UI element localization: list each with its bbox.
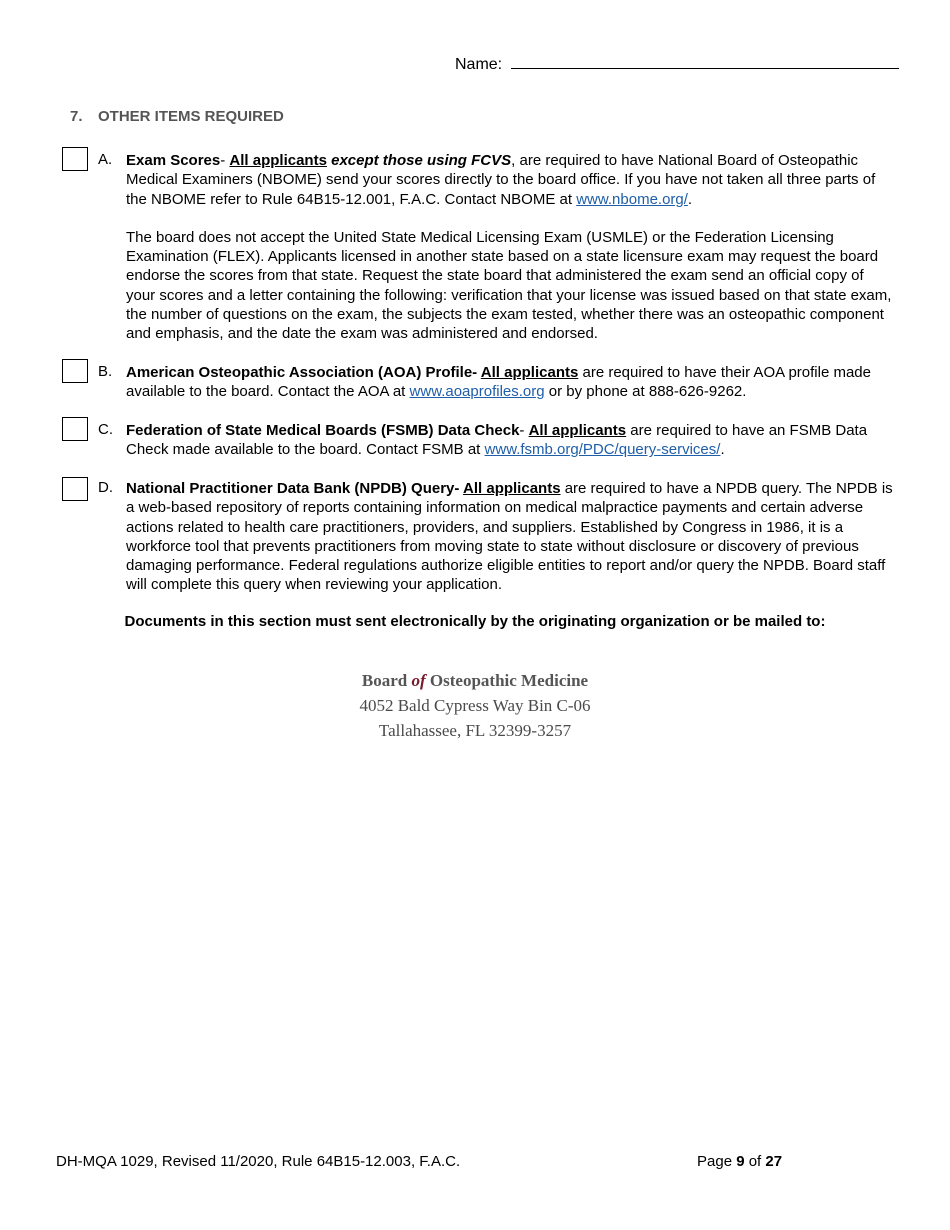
aoa-link[interactable]: www.aoaprofiles.org [409, 383, 545, 401]
item-text [126, 479, 896, 595]
item-letter: C. [98, 421, 113, 438]
all-applicants-label: All applicants [480, 364, 579, 381]
fsmb-link[interactable]: www.fsmb.org/PDC/query-services/ [484, 441, 721, 459]
page-of-label: of [744, 1153, 766, 1170]
address-board-name [0, 668, 950, 693]
all-applicants-label: All applicants [229, 152, 327, 169]
title-separator: - [519, 422, 529, 439]
checkbox-aoa-profile[interactable] [62, 359, 88, 383]
name-input-line[interactable] [511, 54, 899, 69]
title-separator: - [220, 152, 230, 169]
board-word: Board [361, 671, 412, 690]
address-city-state-zip: Tallahassee, FL 32399-3257 [378, 721, 572, 740]
name-field-row [455, 54, 899, 74]
item-letter: D. [98, 479, 113, 496]
item-text [126, 421, 896, 460]
item-text [126, 151, 896, 344]
item-body-end: . [720, 441, 725, 459]
item-body: are required to have a NPDB query. The NPDB is a web-based repository of reports containing information on medical malpractice payments and certain adverse actions related to health care practitioners, providers, and suppliers. Established by Congress in 1986, it is a workforce tool that prevents practitioners from moving state to state without disclosure or discovery of previous damaging performance. Federal regulations authorize eligible entities to report and/or query the NPDB. Board staff will complete this query when reviewing your application. [126, 480, 893, 594]
checkbox-npdb-query[interactable] [62, 477, 88, 501]
footer-page-number [697, 1153, 782, 1170]
page-label: Page [697, 1153, 737, 1170]
item-text [126, 363, 896, 402]
address-street: 4052 Bald Cypress Way Bin C-06 [359, 696, 591, 715]
of-word: of [411, 671, 426, 690]
page-total: 27 [765, 1153, 783, 1170]
except-fcvs-label: except those using FCVS [326, 152, 512, 169]
item-body-end: . [687, 190, 693, 208]
item-title: Federation of State Medical Boards (FSMB) Data Check [126, 422, 520, 439]
nbome-link[interactable]: www.nbome.org/ [576, 190, 688, 208]
item-body: are required to have their AOA profile made available to the board. Contact the AOA at [126, 364, 871, 401]
all-applicants-label: All applicants [528, 422, 627, 439]
item-letter: A. [98, 151, 113, 168]
item-body-end: or by phone at 888-626-9262. [544, 383, 747, 401]
mailing-address [0, 668, 950, 743]
footer-form-info: DH-MQA 1029, Revised 11/2020, Rule 64B15-12.003, F.A.C. [56, 1153, 461, 1170]
usmle-paragraph: The board does not accept the United State Medical Licensing Exam (USMLE) or the Federation Licensing Examination (FLEX). Applicants licensed in another state based on a state licensure exam may request the board endorse the scores from that state. Request the state board that administered the exam send an official copy of your scores and a letter containing the following: verification that your license was issued based on that state exam, the number of questions on the exam, the subjects the exam tested, whether there was an osteopathic component and emphasis, and the date the exam was administered and endorsed. [126, 228, 892, 343]
section-heading [70, 108, 284, 125]
item-body: are required to have an FSMB Data Check made available to the board. Contact FSMB at [126, 422, 868, 459]
page-current: 9 [736, 1153, 745, 1170]
section-title: OTHER ITEMS REQUIRED [98, 108, 284, 125]
item-title: Exam Scores [126, 152, 221, 169]
checkbox-exam-scores[interactable] [62, 147, 88, 171]
all-applicants-label: All applicants [463, 480, 561, 497]
item-body: , are required to have National Board of Osteopathic Medical Examiners (NBOME) send your scores directly to the board office. If you have not taken all three parts of the NBOME refer to Rule 64B15-12.001, F.A.C. Contact NBOME at [126, 152, 876, 208]
item-letter: B. [98, 363, 113, 380]
checkbox-fsmb-data-check[interactable] [62, 417, 88, 441]
item-title: American Osteopathic Association (AOA) Profile- [126, 364, 481, 381]
item-title: National Practitioner Data Bank (NPDB) Query- [126, 480, 464, 497]
mailing-instructions: Documents in this section must sent electronically by the originating organization or be mailed to: [124, 613, 826, 630]
name-label: Name: [455, 56, 503, 73]
osteopathic-medicine-words: Osteopathic Medicine [425, 671, 589, 690]
section-number: 7. [70, 108, 83, 125]
